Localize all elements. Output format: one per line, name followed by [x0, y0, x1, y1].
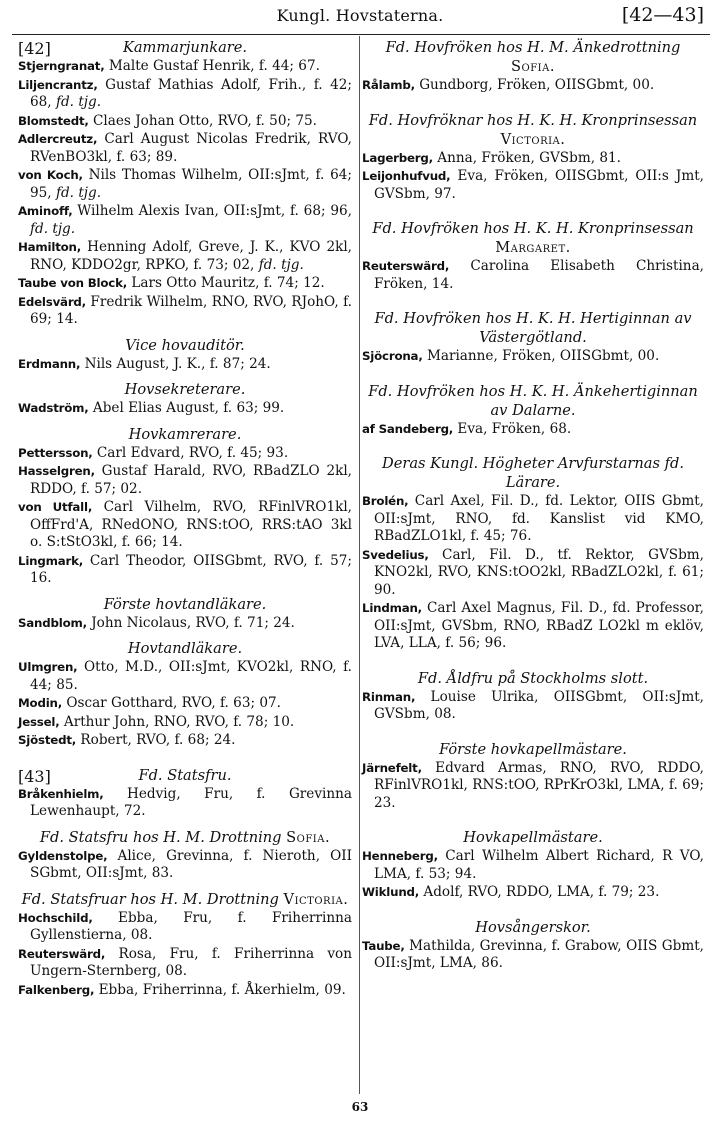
entry-list — [362, 689, 704, 724]
entry — [362, 348, 704, 366]
entry-text: Anna, Fröken, GVSbm, 81. — [437, 149, 621, 166]
section-heading: Vice hovauditör. — [125, 336, 245, 354]
entry-text: Otto, M.D., OII:sJmt, KVO2kl, RNO, f. 44; 85. — [30, 659, 352, 693]
entry — [362, 77, 704, 95]
entry-name: Bråkenhielm, — [18, 786, 104, 801]
entry-text: Carl, Fil. D., tf. Rektor, GVSbm, KNO2kl, RVO, KNS:tOO2kl, RBadZLO2kl, f. 61; 90. — [374, 546, 704, 598]
entry — [18, 786, 352, 821]
section-heading: Fd. Hovfröken hos H. K. H. Hertiginnan av Västergötland. — [374, 310, 692, 346]
entry-name: Jessel, — [18, 714, 60, 729]
section-heading: Fd. Statsfruar hos H. M. Drottning Victoria. — [21, 890, 349, 908]
entry-text: John Nicolaus, RVO, f. 71; 24. — [91, 614, 295, 631]
entry-list — [18, 58, 352, 329]
section-heading: Deras Kungl. Högheter Arvfurstarnas fd. Lärare. — [382, 455, 684, 491]
entry-text: Rosa, Fru, f. Friherrinna von Ungern-Sternberg, 08. — [30, 945, 352, 979]
entry-list — [362, 150, 704, 204]
entry — [18, 131, 352, 166]
header-rule — [12, 34, 710, 35]
section-heading: Fd. Hovfröknar hos H. K. H. Kronprinsessan Victoria. — [368, 111, 698, 148]
section-heading: Hovkamrerare. — [128, 425, 242, 443]
entry — [362, 421, 704, 439]
entry-list — [18, 615, 352, 633]
entry-text: Arthur John, RNO, RVO, f. 78; 10. — [63, 713, 295, 730]
entry — [18, 553, 352, 588]
section-heading: Hovtandläkare. — [127, 640, 243, 657]
entry-list — [362, 493, 704, 653]
entry — [18, 695, 352, 713]
entry-text: Carl Axel Magnus, Fil. D., fd. Professor, OII:sJmt, GVSbm, RNO, RBadZ LO2kl m eklöv, LVA, LLA, f. 56; 96. — [374, 600, 704, 651]
entry — [362, 938, 704, 973]
entry — [18, 848, 352, 883]
entry — [18, 58, 352, 76]
entry — [362, 600, 704, 653]
entry — [18, 113, 352, 131]
entry-name: von Koch, — [18, 168, 83, 182]
entry — [362, 168, 704, 203]
entry-name: Sjöcrona, — [362, 349, 423, 363]
entry — [18, 294, 352, 329]
entry-name: Lagerberg, — [362, 150, 433, 165]
entry — [18, 275, 352, 293]
entry-text: Hedvig, Fru, f. Grevinna Lewenhaupt, 72. — [30, 785, 352, 819]
entry — [18, 732, 352, 750]
entry-text: Marianne, Fröken, OIISGbmt, 00. — [426, 348, 660, 364]
entry-list — [362, 77, 704, 95]
entry-name: Gyldenstolpe, — [18, 848, 108, 863]
entry — [18, 982, 352, 1000]
entry — [362, 848, 704, 883]
entry-list — [362, 348, 704, 366]
entry-text: Claes Johan Otto, RVO, f. 50; 75. — [93, 112, 317, 129]
section-heading: Fd. Hovfröken hos H. M. Änkedrottning Sofia. — [385, 39, 681, 75]
entry-name: Modin, — [18, 696, 63, 710]
section-heading: [42] Kammarjunkare. — [18, 39, 248, 58]
entry — [362, 884, 704, 902]
entry-text: Carl Theodor, OIISGbmt, RVO, f. 57; 16. — [30, 552, 352, 586]
entry-name: Reuterswärd, — [18, 946, 106, 961]
entry-name: Aminoff, — [18, 204, 73, 218]
entry-list — [18, 659, 352, 750]
entry-name: Sjöstedt, — [18, 733, 77, 747]
entry — [362, 547, 704, 600]
entry — [18, 239, 352, 274]
section-heading: Fd. Åldfru på Stockholms slott. — [417, 669, 649, 687]
entry-name: Brolén, — [362, 494, 409, 508]
entry-name: Lingmark, — [18, 553, 84, 568]
entry-name: Hasselgren, — [18, 464, 95, 478]
page-number: 63 — [351, 1100, 369, 1114]
left-column — [18, 38, 352, 1000]
entry-name: Sandblom, — [18, 615, 87, 630]
entry-text: Louise Ulrika, OIISGbmt, OII:sJmt, GVSbm, 08. — [374, 688, 704, 722]
entry-list — [362, 258, 704, 293]
entry-list — [362, 938, 704, 973]
entry-name: Hamilton, — [18, 240, 82, 254]
entry-name: Rinman, — [362, 689, 416, 704]
section-heading: Hovsekreterare. — [124, 381, 246, 398]
entry-list — [18, 400, 352, 418]
entry-text: Abel Elias August, f. 63; 99. — [92, 400, 285, 416]
entry-note: fd. tjg. — [258, 256, 304, 273]
entry-text: Malte Gustaf Henrik, f. 44; 67. — [108, 58, 320, 74]
entry-name: Stjerngranat, — [18, 59, 105, 73]
entry-text: Nils Thomas Wilhelm, OII:sJmt, f. 64; 95, — [30, 167, 352, 201]
entry-list — [18, 910, 352, 1000]
entry-text: Adolf, RVO, RDDO, LMA, f. 79; 23. — [423, 884, 660, 900]
entry-text: Carl August Nicolas Fredrik, RVO, RVenBO3kl, f. 63; 89. — [30, 131, 352, 165]
entry — [18, 946, 352, 981]
section-range: [42—43] — [621, 4, 704, 26]
entry-text: Gustaf Harald, RVO, RBadZLO 2kl, RDDO, f. 57; 02. — [30, 463, 352, 497]
entry-text: Ebba, Fru, f. Friherrinna Gyllenstierna, 08. — [30, 909, 352, 943]
entry-text: Gundborg, Fröken, OIISGbmt, 00. — [419, 77, 655, 93]
entry-text: Ebba, Friherrinna, f. Åkerhielm, 09. — [98, 981, 346, 998]
entry-name: Taube, — [362, 938, 405, 953]
section-number: [43] — [18, 766, 51, 786]
entry-note: fd. tjg. — [30, 220, 76, 237]
entry-name: Leijonhufvud, — [362, 169, 451, 183]
entry — [18, 659, 352, 694]
entry — [18, 356, 352, 374]
right-column — [362, 38, 704, 974]
entry-name: Järnefelt, — [362, 760, 422, 775]
entry-list — [18, 445, 352, 588]
entry-name: Wadström, — [18, 401, 89, 415]
entry-text: Lars Otto Mauritz, f. 74; 12. — [131, 275, 325, 291]
entry — [18, 463, 352, 498]
entry-list — [362, 421, 704, 439]
entry-text: Eva, Fröken, OIISGbmt, OII:s Jmt, GVSbm, 97. — [374, 168, 704, 202]
entry-name: Pettersson, — [18, 445, 93, 460]
entry-list — [18, 786, 352, 821]
entry-text: Carl Axel, Fil. D., fd. Lektor, OIIS Gbmt, OII:sJmt, RNO, fd. Kanslist vid KMO, RBadZLO1kl, f. 45; 76. — [374, 493, 704, 544]
entry — [18, 400, 352, 418]
entry-text: Carl Vilhelm, RVO, RFinlVRO1kl, OffFrd'A, RNedONO, RNS:tOO, RRS:tAO 3kl o. S:tStO3kl, f. 66; 14. — [30, 499, 352, 550]
entry — [18, 167, 352, 202]
entry-note: fd. tjg. — [55, 184, 102, 201]
entry-name: Edelsvärd, — [18, 294, 86, 309]
entry-text: Carolina Elisabeth Christina, Fröken, 14. — [374, 258, 704, 292]
entry-name: Ulmgren, — [18, 660, 78, 674]
entry — [18, 203, 352, 238]
entry — [18, 445, 352, 463]
entry-text: Carl Wilhelm Albert Richard, R VO, LMA, f. 53; 94. — [374, 848, 704, 882]
section-heading: Fd. Hovfröken hos H. K. H. Kronprinsessan Margaret. — [372, 220, 694, 256]
entry-name: von Utfall, — [18, 500, 93, 514]
entry-name: Rålamb, — [362, 78, 415, 92]
entry-name: Taube von Block, — [18, 276, 127, 290]
entry-text: Nils August, J. K., f. 87; 24. — [84, 355, 271, 372]
section-number: [42] — [18, 39, 51, 58]
section-heading: Fd. Statsfru hos H. M. Drottning Sofia. — [39, 828, 331, 846]
entry-text: Robert, RVO, f. 68; 24. — [80, 732, 236, 748]
entry — [362, 760, 704, 813]
entry-text: Mathilda, Grevinna, f. Grabow, OIIS Gbmt, OII:sJmt, LMA, 86. — [374, 937, 704, 971]
entry-list — [362, 760, 704, 813]
entry-name: Reuterswärd, — [362, 259, 450, 273]
entry-name: Liljencrantz, — [18, 77, 98, 92]
entry-text: Edvard Armas, RNO, RVO, RDDO, RFinlVRO1kl, RNS:tOO, RPrKrO3kl, LMA, f. 69; 23. — [374, 759, 704, 811]
entry-text: Gustaf Mathias Adolf, Frih., f. 42; 68, — [30, 76, 352, 110]
entry — [362, 150, 704, 168]
column-divider — [359, 36, 360, 1094]
entry-list — [18, 848, 352, 883]
page-header — [0, 4, 720, 32]
section-heading: Hovsångerskor. — [475, 918, 591, 936]
entry — [362, 689, 704, 724]
entry-list — [18, 356, 352, 374]
section-heading: Hovkapellmästare. — [463, 829, 603, 846]
section-heading: Fd. Hovfröken hos H. K. H. Änkehertiginnan av Dalarne. — [368, 382, 698, 419]
entry-text: Wilhelm Alexis Ivan, OII:sJmt, f. 68; 96, — [77, 203, 352, 219]
entry-name: Blomstedt, — [18, 113, 89, 128]
entry-text: Alice, Grevinna, f. Nieroth, OII SGbmt, OII:sJmt, 83. — [30, 847, 352, 881]
entry-name: Falkenberg, — [18, 982, 95, 997]
entry-name: Wiklund, — [362, 885, 420, 899]
entry-text: Eva, Fröken, 68. — [457, 420, 572, 437]
entry — [362, 493, 704, 546]
entry — [18, 615, 352, 633]
entry-name: Adlercreutz, — [18, 132, 98, 146]
section-heading: Förste hovkapellmästare. — [439, 740, 627, 758]
section-heading: [43] Fd. Statsfru. — [18, 766, 232, 786]
entry — [18, 910, 352, 945]
running-title: Kungl. Hovstaterna. — [276, 6, 444, 25]
entry-text: Fredrik Wilhelm, RNO, RVO, RJohO, f. 69; 14. — [30, 293, 352, 327]
entry-text: Carl Edvard, RVO, f. 45; 93. — [96, 444, 289, 461]
entry-text: Henning Adolf, Greve, J. K., KVO 2kl, RNO, KDDO2gr, RPKO, f. 73; 02, — [30, 239, 352, 273]
entry-name: Lindman, — [362, 601, 422, 615]
entry — [18, 77, 352, 112]
entry-name: Henneberg, — [362, 849, 438, 863]
entry-name: Hochschild, — [18, 910, 93, 925]
entry — [362, 258, 704, 293]
entry-text: Oscar Gotthard, RVO, f. 63; 07. — [66, 695, 281, 711]
entry-name: af Sandeberg, — [362, 421, 454, 436]
entry — [18, 499, 352, 552]
entry-name: Erdmann, — [18, 356, 81, 371]
entry-name: Svedelius, — [362, 547, 429, 562]
entry — [18, 714, 352, 732]
entry-list — [362, 848, 704, 902]
entry-note: fd. tjg. — [55, 94, 102, 110]
section-heading: Förste hovtandläkare. — [103, 595, 267, 613]
